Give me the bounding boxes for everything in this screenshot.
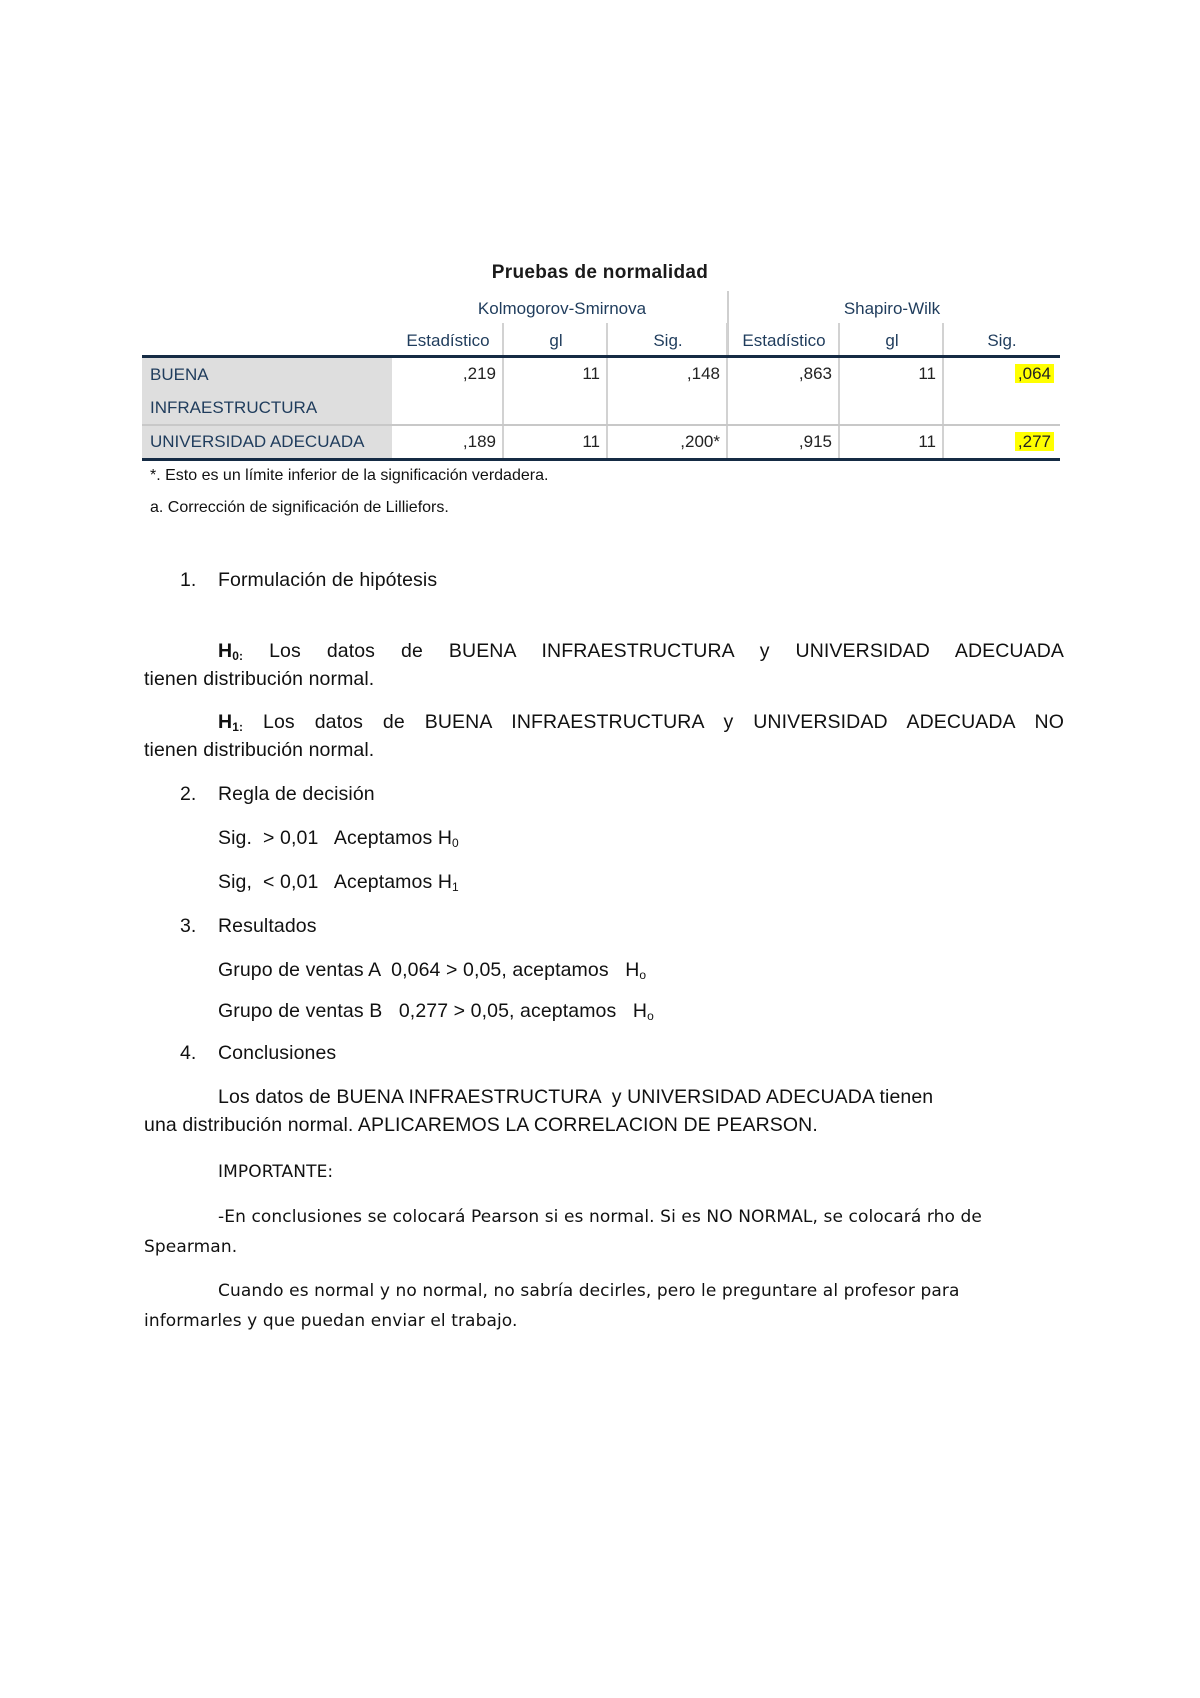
col-header: gl (885, 331, 899, 350)
section-title: Regla de decisión (218, 783, 375, 805)
h-subscript: 1: (232, 720, 244, 734)
highlighted-value: ,064 (1015, 364, 1054, 383)
list-number: 4. (180, 1042, 197, 1064)
col-divider (942, 358, 944, 424)
result-subscript: o (647, 1009, 654, 1023)
table-cell: ,915 (798, 432, 832, 451)
list-number: 2. (180, 783, 197, 805)
col-divider (606, 323, 608, 355)
decision-rule-1 (218, 827, 459, 850)
column-header-row (142, 323, 1060, 358)
col-divider (726, 426, 728, 458)
section-title: Conclusiones (218, 1042, 337, 1064)
note-paragraph-2-line1: Cuando es normal y no normal, no sabría decirles, pero le preguntare al profesor para (218, 1281, 960, 1301)
rule-subscript: 1 (452, 880, 459, 894)
footnote-a: a. Corrección de significación de Lilliefors. (150, 499, 449, 516)
col-header: Sig. (653, 331, 683, 350)
hypothesis-h0-line2: tienen distribución normal. (144, 668, 375, 690)
h-letter: H (218, 711, 233, 733)
hypothesis-h1-line1 (218, 711, 1064, 734)
col-divider (606, 426, 608, 458)
row-label: UNIVERSIDAD ADECUADA (142, 426, 392, 458)
decision-rule-2 (218, 871, 459, 894)
h0-text: Los datos de BUENA INFRAESTRUCTURA y UNIVERSIDAD ADECUADA (269, 640, 1064, 662)
table-cell: ,189 (462, 432, 496, 451)
highlighted-value: ,277 (1015, 432, 1054, 451)
group-shapiro: Shapiro-Wilk (843, 299, 941, 318)
row-label (142, 358, 392, 424)
col-divider (838, 323, 840, 355)
table-row (142, 426, 1060, 461)
h1-label (218, 711, 243, 733)
h-subscript: 0: (232, 649, 244, 663)
note-paragraph-1-line2: Spearman. (144, 1237, 238, 1257)
group-kolmogorov: Kolmogorov-Smirnova (477, 299, 647, 318)
col-divider (942, 426, 944, 458)
conclusion-line2: una distribución normal. APLICAREMOS LA CORRELACION DE PEARSON. (144, 1114, 818, 1136)
normality-table (142, 291, 1060, 461)
table-cell-highlight (944, 358, 1060, 390)
table-title: Pruebas de normalidad (491, 262, 709, 283)
table-cell: 11 (918, 364, 936, 383)
col-header: gl (549, 331, 563, 350)
col-divider (502, 323, 504, 355)
row-label-line: INFRAESTRUCTURA (150, 398, 318, 417)
result-text: Grupo de ventas A 0,064 > 0,05, aceptamos H (218, 959, 640, 981)
col-header: Estadístico (406, 331, 490, 350)
table-row (142, 358, 1060, 426)
section-title: Resultados (218, 915, 317, 937)
col-divider (726, 323, 728, 355)
col-header: Sig. (987, 331, 1017, 350)
list-number: 1. (180, 569, 197, 591)
rule-text: Sig, < 0,01 Aceptamos H (218, 871, 453, 893)
col-divider (502, 358, 504, 424)
list-number: 3. (180, 915, 197, 937)
table-cell: ,863 (798, 364, 832, 383)
footnote-star: *. Esto es un límite inferior de la significación verdadera. (150, 467, 549, 484)
group-header-row (142, 291, 1060, 323)
result-line-b (218, 1000, 654, 1023)
rule-text: Sig. > 0,01 Aceptamos H (218, 827, 453, 849)
h1-text: Los datos de BUENA INFRAESTRUCTURA y UNIVERSIDAD ADECUADA NO (263, 711, 1064, 733)
important-heading: IMPORTANTE: (218, 1162, 334, 1182)
col-divider (726, 358, 728, 424)
table-cell-highlight (944, 426, 1060, 458)
note-paragraph-1-line1: -En conclusiones se colocará Pearson si es normal. Si es NO NORMAL, se colocará rho de (218, 1207, 982, 1227)
table-cell: 11 (918, 432, 936, 451)
note-paragraph-2-line2: informarles y que puedan enviar el trabajo. (144, 1311, 518, 1331)
row-label-line: BUENA (150, 365, 209, 384)
h0-label (218, 640, 243, 662)
col-divider (838, 426, 840, 458)
col-divider (502, 426, 504, 458)
col-divider (838, 358, 840, 424)
table-cell: ,219 (462, 364, 496, 383)
result-text: Grupo de ventas B 0,277 > 0,05, aceptamos H (218, 1000, 648, 1022)
hypothesis-h0-line1 (218, 640, 1064, 663)
result-subscript: o (639, 968, 647, 982)
table-cell: ,200* (680, 432, 720, 451)
h-letter: H (218, 640, 233, 662)
hypothesis-h1-line2: tienen distribución normal. (144, 739, 375, 761)
table-cell: ,148 (686, 364, 720, 383)
rule-subscript: 0 (452, 836, 459, 850)
col-divider (942, 323, 944, 355)
table-cell: 11 (582, 364, 600, 383)
conclusion-line1: Los datos de BUENA INFRAESTRUCTURA y UNIVERSIDAD ADECUADA tienen (218, 1086, 934, 1108)
section-title: Formulación de hipótesis (218, 569, 438, 591)
col-divider (606, 358, 608, 424)
result-line-a (218, 959, 646, 982)
col-header: Estadístico (742, 331, 826, 350)
table-cell: 11 (582, 432, 600, 451)
